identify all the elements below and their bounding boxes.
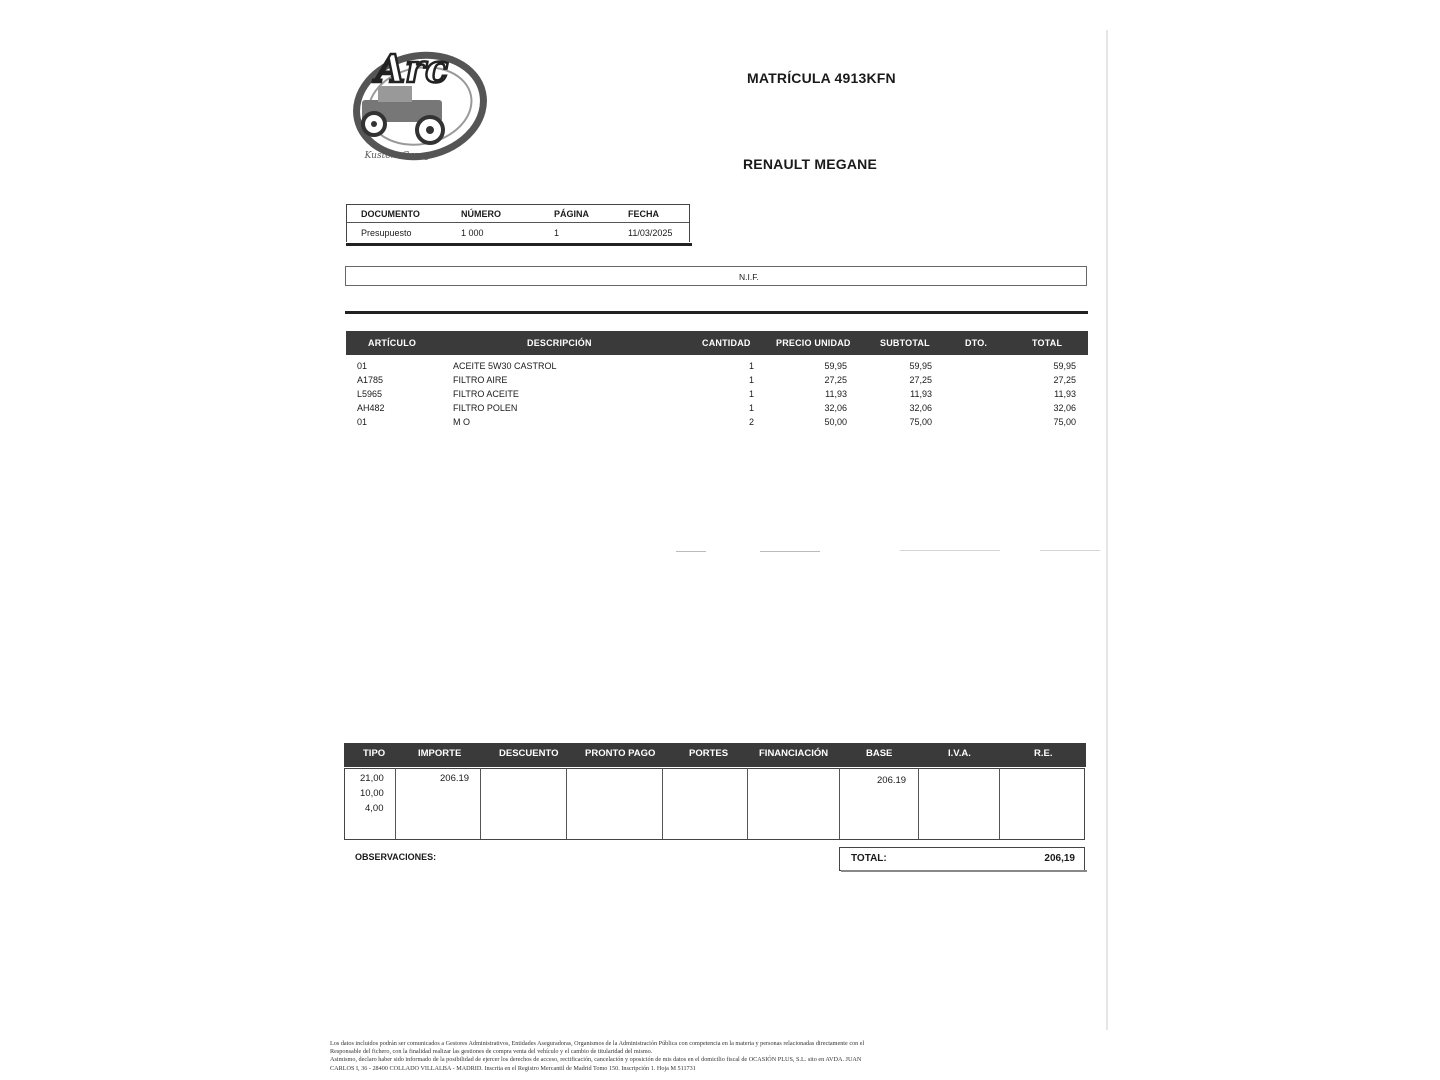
license-plate: MATRÍCULA 4913KFN — [747, 70, 896, 86]
item-unit-price: 50,00 — [824, 417, 847, 427]
item-subtotal: 59,95 — [909, 361, 932, 371]
tax-rate: 10,00 — [360, 788, 384, 799]
tax-header-importe: IMPORTE — [418, 748, 462, 759]
item-qty: 2 — [748, 417, 754, 427]
divider — [918, 768, 919, 839]
item-subtotal: 75,00 — [909, 417, 932, 427]
legal-line: Responsable del fichero, con la finalidad realizar las gestiones de compra venta del vehículo y el cambio de titularidad del mismo. — [330, 1048, 653, 1056]
tax-importe: 206.19 — [440, 773, 470, 784]
table-row — [0, 403, 1440, 417]
legal-line: CARLOS I, 36 - 28400 COLLADO VILLALBA - MADRID. Inscrita en el Registro Mercantil de Madrid Tomo 150. Inscripción 1. Hoja M 511731 — [330, 1064, 696, 1072]
item-unit-price: 11,93 — [825, 389, 847, 399]
doc-header-fecha: FECHA — [628, 209, 659, 219]
tax-header-re: R.E. — [1034, 748, 1053, 759]
col-header-articulo: ARTÍCULO — [368, 338, 417, 348]
item-unit-price: 59,95 — [824, 361, 847, 371]
item-article: AH482 — [357, 403, 385, 413]
doc-page: 1 — [554, 228, 560, 238]
page-edge — [1106, 30, 1108, 1030]
item-description: FILTRO AIRE — [453, 375, 508, 385]
tax-header-descuento: DESCUENTO — [499, 748, 559, 759]
logo-brand-text: Arc — [375, 46, 449, 91]
item-article: 01 — [357, 361, 368, 371]
divider — [839, 768, 840, 839]
item-article: A1785 — [357, 375, 384, 385]
legal-notice — [330, 1040, 1075, 1073]
scan-artifact — [1040, 550, 1100, 551]
doc-type: Presupuesto — [361, 228, 412, 238]
table-row — [0, 361, 1440, 375]
item-total: 27,25 — [1053, 375, 1076, 385]
total-value: 206,19 — [1044, 853, 1075, 864]
doc-date: 11/03/2025 — [628, 228, 673, 238]
legal-line: Los datos incluidos podrán ser comunicados a Gestores Administrativos, Entidades Aseguradoras, Organismos de la Administración Pública con competencia en la materia y personas relacionadas directamente con el — [330, 1040, 865, 1047]
legal-line: Asimismo, declaro haber sido informado de la posibilidad de ejercer los derechos de acceso, rectificación, cancelación y oposición de mis datos en el domicilio fiscal de OCASIÓN PLUS, S.L. sito en AVDA. JUAN — [330, 1056, 862, 1064]
col-header-total: TOTAL — [1032, 338, 1063, 348]
tax-rate: 4,00 — [365, 803, 384, 814]
item-subtotal: 27,25 — [909, 375, 932, 385]
item-article: 01 — [357, 417, 368, 427]
divider — [346, 243, 692, 246]
col-header-cantidad: CANTIDAD — [702, 338, 751, 348]
scan-artifact — [676, 551, 706, 552]
scan-artifact — [760, 551, 820, 552]
nif-label: N.I.F. — [739, 272, 759, 282]
nif-box — [345, 266, 1087, 286]
col-header-descripcion: DESCRIPCIÓN — [527, 338, 592, 348]
divider — [999, 768, 1000, 839]
item-total: 59,95 — [1053, 361, 1076, 371]
scan-artifact — [900, 550, 1000, 551]
tax-header-tipo: TIPO — [363, 748, 386, 759]
divider — [747, 768, 748, 839]
item-subtotal: 32,06 — [909, 403, 932, 413]
divider — [662, 768, 663, 839]
divider — [395, 768, 396, 839]
doc-header-documento: DOCUMENTO — [361, 209, 420, 219]
divider — [841, 870, 1087, 872]
item-total: 11,93 — [1054, 389, 1076, 399]
tax-rate: 21,00 — [360, 773, 384, 784]
item-qty: 1 — [748, 389, 754, 399]
item-description: ACEITE 5W30 CASTROL — [453, 361, 557, 371]
divider — [347, 222, 689, 223]
col-header-dto: DTO. — [965, 338, 988, 348]
item-qty: 1 — [748, 403, 754, 413]
vehicle-model: RENAULT MEGANE — [743, 156, 877, 172]
logo-sub-text: Kustom Garage — [364, 151, 436, 161]
item-total: 32,06 — [1053, 403, 1076, 413]
doc-header-numero: NÚMERO — [461, 209, 501, 219]
tax-header-pronto-pago: PRONTO PAGO — [585, 748, 656, 759]
item-description: M O — [453, 417, 470, 427]
doc-header-pagina: PÁGINA — [554, 209, 590, 219]
item-unit-price: 32,06 — [824, 403, 847, 413]
tax-base: 206.19 — [877, 775, 907, 786]
tax-header-base: BASE — [866, 748, 893, 759]
doc-number: 1 000 — [461, 228, 484, 238]
item-description: FILTRO ACEITE — [453, 389, 519, 399]
table-row — [0, 375, 1440, 389]
company-logo-icon — [350, 42, 490, 170]
item-qty: 1 — [748, 361, 754, 371]
table-row — [0, 417, 1440, 431]
observations-label: OBSERVACIONES: — [355, 852, 437, 862]
item-article: L5965 — [357, 389, 383, 399]
divider — [566, 768, 567, 839]
item-qty: 1 — [748, 375, 754, 385]
col-header-subtotal: SUBTOTAL — [880, 338, 930, 348]
tax-header-iva: I.V.A. — [948, 748, 971, 759]
col-header-precio-unidad: PRECIO UNIDAD — [776, 338, 851, 348]
tax-header-portes: PORTES — [689, 748, 729, 759]
table-row — [0, 389, 1440, 403]
item-total: 75,00 — [1053, 417, 1076, 427]
item-subtotal: 11,93 — [910, 389, 932, 399]
total-label: TOTAL: — [851, 853, 887, 864]
tax-header-financiacion: FINANCIACIÓN — [759, 748, 829, 759]
divider — [480, 768, 481, 839]
item-unit-price: 27,25 — [824, 375, 847, 385]
divider — [345, 311, 1088, 314]
item-description: FILTRO POLEN — [453, 403, 518, 413]
